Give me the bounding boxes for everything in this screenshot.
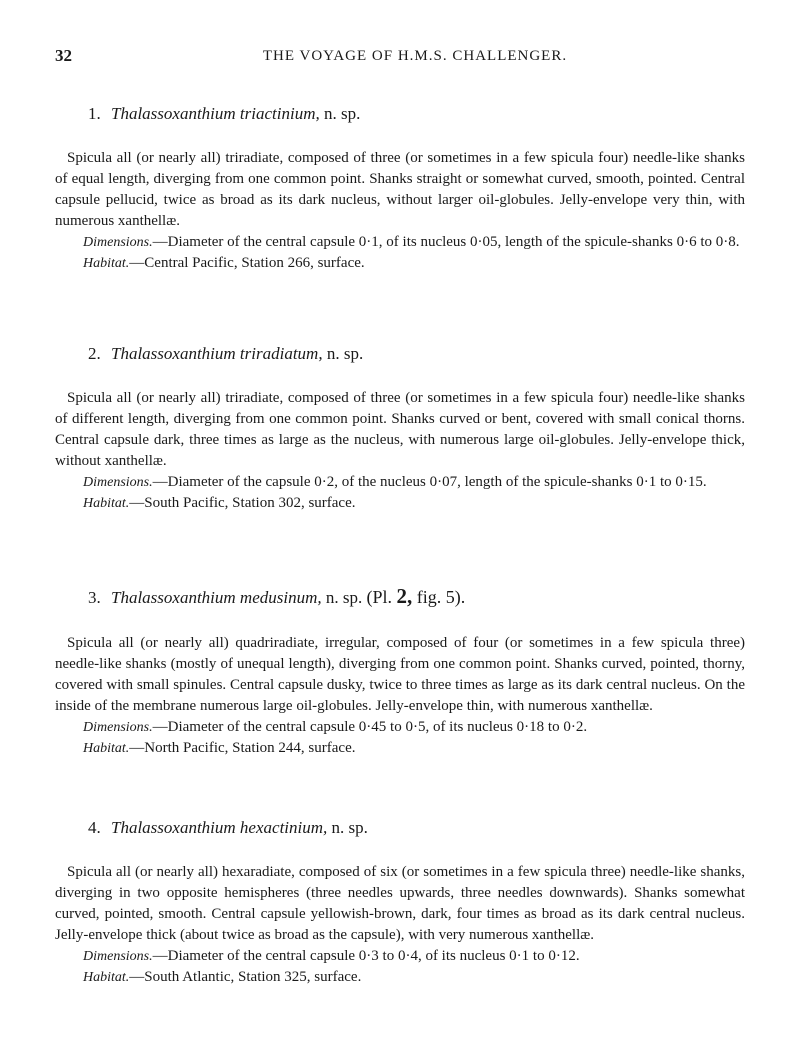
species-suffix: n. sp. — [325, 588, 363, 607]
species-dimensions — [55, 232, 745, 253]
habitat-text: —Central Pacific, Station 266, surface. — [129, 255, 365, 271]
habitat-label: Habitat. — [83, 741, 130, 756]
figure-ref-close: fig. 5). — [416, 587, 466, 607]
species-habitat — [55, 253, 745, 274]
dimensions-text: —Diameter of the capsule 0·2, of the nucleus 0·07, length of the spicule-shanks 0·1 to 0·15. — [152, 474, 707, 490]
habitat-text: —North Pacific, Station 244, surface. — [129, 740, 356, 756]
species-description: Spicula all (or nearly all) hexaradiate, composed of six (or sometimes in a few spicula three) needle-like shanks, diverging in two opposite hemispheres (three needles upwards, three needles downwards). Shanks somewhat curved, pointed, smooth. Central capsule yellowish-brown, dark, four times as broad as its dark central nucleus. Jelly-envelope thick (about twice as broad as the capsule), with very numerous xanthellæ. — [55, 864, 745, 943]
species-number: 4. — [88, 818, 101, 837]
species-number: 3. — [88, 588, 101, 607]
plate-number: 2, — [396, 584, 413, 608]
species-dimensions — [55, 946, 745, 967]
species-dimensions — [55, 472, 745, 493]
species-description: Spicula all (or nearly all) quadriradiate, irregular, composed of four (or sometimes in a few spicula three) needle-like shanks (mostly of unequal length), diverging from one common point. Shanks curved, pointed, thorny, covered with small spinules. Central capsule dusky, twice to three times as large as its dark central nucleus. On the inside of the membrane numerous large oil-globules. Jelly-envelope thin, with numerous xanthellæ. — [55, 635, 745, 714]
species-name: Thalassoxanthium hexactinium, — [111, 818, 328, 837]
species-suffix: n. sp. — [326, 344, 364, 363]
dimensions-label: Dimensions. — [83, 720, 153, 735]
species-suffix: n. sp. — [323, 104, 361, 123]
dimensions-text: —Diameter of the central capsule 0·45 to 0·5, of its nucleus 0·18 to 0·2. — [152, 719, 588, 735]
habitat-text: —South Pacific, Station 302, surface. — [129, 495, 356, 511]
species-description: Spicula all (or nearly all) triradiate, composed of three (or sometimes in a few spicula four) needle-like shanks of different length, diverging from one common point. Shanks curved or bent, covered with small conical thorns. Central capsule dark, three times as large as the nucleus, with numerous large oil-globules. Jelly-envelope thick, without xanthellæ. — [55, 390, 745, 469]
habitat-label: Habitat. — [83, 496, 130, 511]
habitat-label: Habitat. — [83, 256, 130, 271]
dimensions-text: —Diameter of the central capsule 0·3 to 0·4, of its nucleus 0·1 to 0·12. — [152, 948, 580, 964]
species-dimensions — [55, 717, 745, 738]
figure-ref-open: (Pl. — [366, 587, 393, 607]
species-entry-4 — [55, 818, 745, 988]
species-entry-3 — [55, 584, 745, 759]
species-number: 1. — [88, 104, 101, 123]
species-entry-1 — [55, 104, 745, 274]
species-heading — [88, 344, 745, 364]
species-number: 2. — [88, 344, 101, 363]
dimensions-label: Dimensions. — [83, 949, 153, 964]
dimensions-label: Dimensions. — [83, 235, 153, 250]
species-habitat — [55, 738, 745, 759]
species-heading — [88, 104, 745, 124]
dimensions-label: Dimensions. — [83, 475, 153, 490]
species-habitat — [55, 493, 745, 514]
page-number: 32 — [55, 46, 72, 65]
habitat-label: Habitat. — [83, 970, 130, 985]
species-suffix: n. sp. — [331, 818, 368, 837]
species-entry-2 — [55, 344, 745, 514]
species-name: Thalassoxanthium triradiatum, — [111, 344, 323, 363]
species-habitat — [55, 967, 745, 988]
habitat-text: —South Atlantic, Station 325, surface. — [129, 969, 362, 985]
species-name: Thalassoxanthium triactinium, — [111, 104, 320, 123]
species-heading — [88, 818, 745, 838]
dimensions-text: —Diameter of the central capsule 0·1, of its nucleus 0·05, length of the spicule-shanks 0·6 to 0·8. — [152, 234, 740, 250]
species-description: Spicula all (or nearly all) triradiate, composed of three (or sometimes in a few spicula four) needle-like shanks of equal length, diverging from one common point. Shanks straight or somewhat curved, smooth, pointed. Central capsule pellucid, twice as broad as its dark nucleus, without larger oil-globules. Jelly-envelope very thin, with numerous xanthellæ. — [55, 150, 745, 229]
species-heading — [88, 584, 745, 609]
running-title: THE VOYAGE OF H.M.S. CHALLENGER. — [262, 48, 568, 64]
figure-reference — [366, 584, 466, 608]
species-name: Thalassoxanthium medusinum, — [111, 588, 322, 607]
